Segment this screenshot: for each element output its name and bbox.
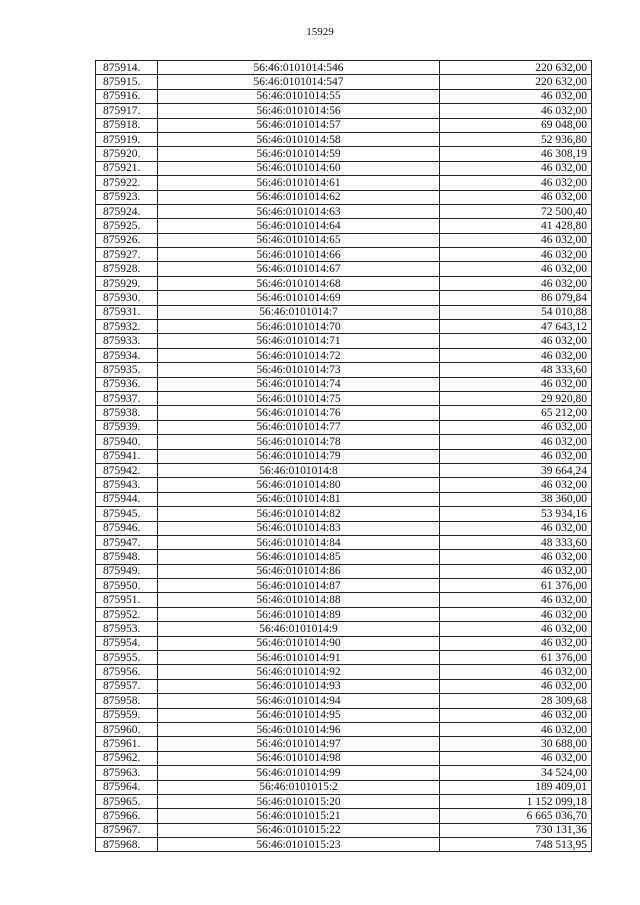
table-row [96, 708, 592, 722]
cadastral-number-cell: 56:46:0101014:8 [158, 463, 440, 477]
value-cell: 46 032,00 [440, 751, 592, 765]
value-cell: 46 032,00 [440, 377, 592, 391]
value-cell: 46 032,00 [440, 435, 592, 449]
cadastral-number-cell: 56:46:0101014:74 [158, 377, 440, 391]
row-number-cell: 875943. [96, 478, 158, 492]
table-row [96, 809, 592, 823]
value-cell: 46 032,00 [440, 276, 592, 290]
row-number-cell: 875947. [96, 535, 158, 549]
cadastral-number-cell: 56:46:0101014:63 [158, 204, 440, 218]
row-number-cell: 875932. [96, 320, 158, 334]
table-row [96, 219, 592, 233]
row-number-cell: 875935. [96, 363, 158, 377]
table-row [96, 406, 592, 420]
table-row [96, 737, 592, 751]
value-cell: 46 032,00 [440, 334, 592, 348]
table-row [96, 550, 592, 564]
cadastral-number-cell: 56:46:0101015:20 [158, 794, 440, 808]
table-row [96, 794, 592, 808]
table-row [96, 89, 592, 103]
cadastral-number-cell: 56:46:0101014:73 [158, 363, 440, 377]
cadastral-number-cell: 56:46:0101014:60 [158, 161, 440, 175]
table-row [96, 607, 592, 621]
cadastral-number-cell: 56:46:0101014:81 [158, 492, 440, 506]
value-cell: 46 032,00 [440, 248, 592, 262]
cadastral-number-cell: 56:46:0101014:56 [158, 104, 440, 118]
value-cell: 46 032,00 [440, 348, 592, 362]
table-row [96, 233, 592, 247]
cadastral-number-cell: 56:46:0101014:9 [158, 622, 440, 636]
value-cell: 38 360,00 [440, 492, 592, 506]
value-cell: 34 524,00 [440, 766, 592, 780]
row-number-cell: 875930. [96, 291, 158, 305]
cadastral-number-cell: 56:46:0101014:59 [158, 147, 440, 161]
value-cell: 46 032,00 [440, 550, 592, 564]
cadastral-number-cell: 56:46:0101014:72 [158, 348, 440, 362]
value-cell: 47 643,12 [440, 320, 592, 334]
table-row [96, 665, 592, 679]
row-number-cell: 875946. [96, 521, 158, 535]
table-row [96, 75, 592, 89]
row-number-cell: 875927. [96, 248, 158, 262]
value-cell: 46 032,00 [440, 176, 592, 190]
value-cell: 46 032,00 [440, 89, 592, 103]
value-cell: 61 376,00 [440, 651, 592, 665]
value-cell: 46 032,00 [440, 161, 592, 175]
table-row [96, 636, 592, 650]
row-number-cell: 875919. [96, 132, 158, 146]
table-row [96, 593, 592, 607]
table-row [96, 780, 592, 794]
cadastral-number-cell: 56:46:0101014:94 [158, 694, 440, 708]
value-cell: 46 032,00 [440, 449, 592, 463]
value-cell: 72 500,40 [440, 204, 592, 218]
row-number-cell: 875914. [96, 61, 158, 75]
value-cell: 46 032,00 [440, 478, 592, 492]
cadastral-number-cell: 56:46:0101014:84 [158, 535, 440, 549]
page-number: 15929 [306, 26, 334, 38]
row-number-cell: 875931. [96, 305, 158, 319]
table-row [96, 320, 592, 334]
table-row [96, 363, 592, 377]
cadastral-number-cell: 56:46:0101014:64 [158, 219, 440, 233]
row-number-cell: 875923. [96, 190, 158, 204]
value-cell: 61 376,00 [440, 579, 592, 593]
value-cell: 46 032,00 [440, 233, 592, 247]
row-number-cell: 875960. [96, 722, 158, 736]
row-number-cell: 875924. [96, 204, 158, 218]
value-cell: 46 032,00 [440, 622, 592, 636]
table-row [96, 132, 592, 146]
value-cell: 29 920,80 [440, 391, 592, 405]
row-number-cell: 875956. [96, 665, 158, 679]
table-row [96, 838, 592, 852]
row-number-cell: 875948. [96, 550, 158, 564]
cadastral-number-cell: 56:46:0101014:68 [158, 276, 440, 290]
value-cell: 46 032,00 [440, 521, 592, 535]
cadastral-number-cell: 56:46:0101014:76 [158, 406, 440, 420]
table-row [96, 564, 592, 578]
row-number-cell: 875965. [96, 794, 158, 808]
table-row [96, 751, 592, 765]
row-number-cell: 875933. [96, 334, 158, 348]
table-row [96, 334, 592, 348]
cadastral-number-cell: 56:46:0101014:55 [158, 89, 440, 103]
cadastral-number-cell: 56:46:0101014:70 [158, 320, 440, 334]
value-cell: 52 936,80 [440, 132, 592, 146]
row-number-cell: 875917. [96, 104, 158, 118]
table-row [96, 305, 592, 319]
cadastral-number-cell: 56:46:0101014:99 [158, 766, 440, 780]
value-cell: 86 079,84 [440, 291, 592, 305]
value-cell: 46 032,00 [440, 665, 592, 679]
cadastral-number-cell: 56:46:0101014:62 [158, 190, 440, 204]
cadastral-number-cell: 56:46:0101014:96 [158, 722, 440, 736]
table-row [96, 579, 592, 593]
cadastral-number-cell: 56:46:0101014:546 [158, 61, 440, 75]
table-row [96, 492, 592, 506]
value-cell: 28 309,68 [440, 694, 592, 708]
row-number-cell: 875922. [96, 176, 158, 190]
row-number-cell: 875921. [96, 161, 158, 175]
row-number-cell: 875926. [96, 233, 158, 247]
cadastral-number-cell: 56:46:0101014:67 [158, 262, 440, 276]
cadastral-number-cell: 56:46:0101014:66 [158, 248, 440, 262]
cadastral-number-cell: 56:46:0101014:79 [158, 449, 440, 463]
row-number-cell: 875958. [96, 694, 158, 708]
table-row [96, 161, 592, 175]
value-cell: 46 032,00 [440, 190, 592, 204]
row-number-cell: 875939. [96, 420, 158, 434]
value-cell: 730 131,36 [440, 823, 592, 837]
value-cell: 46 032,00 [440, 564, 592, 578]
table-row [96, 190, 592, 204]
value-cell: 189 409,01 [440, 780, 592, 794]
cadastral-number-cell: 56:46:0101014:86 [158, 564, 440, 578]
row-number-cell: 875959. [96, 708, 158, 722]
table-row [96, 377, 592, 391]
table-row [96, 521, 592, 535]
row-number-cell: 875949. [96, 564, 158, 578]
table-row [96, 766, 592, 780]
table-row [96, 435, 592, 449]
row-number-cell: 875961. [96, 737, 158, 751]
table-row [96, 248, 592, 262]
value-cell: 46 308,19 [440, 147, 592, 161]
cadastral-number-cell: 56:46:0101014:91 [158, 651, 440, 665]
cadastral-number-cell: 56:46:0101014:78 [158, 435, 440, 449]
table-row [96, 276, 592, 290]
row-number-cell: 875952. [96, 607, 158, 621]
cadastral-number-cell: 56:46:0101015:23 [158, 838, 440, 852]
table-row [96, 463, 592, 477]
value-cell: 46 032,00 [440, 104, 592, 118]
cadastral-number-cell: 56:46:0101014:95 [158, 708, 440, 722]
table-row [96, 823, 592, 837]
cadastral-number-cell: 56:46:0101014:57 [158, 118, 440, 132]
row-number-cell: 875957. [96, 679, 158, 693]
cadastral-number-cell: 56:46:0101014:83 [158, 521, 440, 535]
row-number-cell: 875936. [96, 377, 158, 391]
row-number-cell: 875964. [96, 780, 158, 794]
value-cell: 41 428,80 [440, 219, 592, 233]
row-number-cell: 875966. [96, 809, 158, 823]
value-cell: 6 665 036,70 [440, 809, 592, 823]
table-row [96, 147, 592, 161]
cadastral-number-cell: 56:46:0101014:92 [158, 665, 440, 679]
cadastral-number-cell: 56:46:0101014:89 [158, 607, 440, 621]
row-number-cell: 875918. [96, 118, 158, 132]
row-number-cell: 875951. [96, 593, 158, 607]
cadastral-number-cell: 56:46:0101014:69 [158, 291, 440, 305]
table-row [96, 348, 592, 362]
table-row [96, 61, 592, 75]
cadastral-number-cell: 56:46:0101014:75 [158, 391, 440, 405]
row-number-cell: 875937. [96, 391, 158, 405]
value-cell: 46 032,00 [440, 262, 592, 276]
cadastral-number-cell: 56:46:0101014:87 [158, 579, 440, 593]
value-cell: 69 048,00 [440, 118, 592, 132]
value-cell: 39 664,24 [440, 463, 592, 477]
row-number-cell: 875915. [96, 75, 158, 89]
row-number-cell: 875944. [96, 492, 158, 506]
value-cell: 46 032,00 [440, 708, 592, 722]
table-row [96, 622, 592, 636]
table-row [96, 507, 592, 521]
row-number-cell: 875934. [96, 348, 158, 362]
row-number-cell: 875955. [96, 651, 158, 665]
value-cell: 46 032,00 [440, 593, 592, 607]
cadastral-number-cell: 56:46:0101015:21 [158, 809, 440, 823]
cadastral-number-cell: 56:46:0101014:7 [158, 305, 440, 319]
row-number-cell: 875968. [96, 838, 158, 852]
cadastral-number-cell: 56:46:0101015:2 [158, 780, 440, 794]
cadastral-number-cell: 56:46:0101014:58 [158, 132, 440, 146]
table-body [96, 61, 592, 852]
table-row [96, 204, 592, 218]
table-row [96, 679, 592, 693]
cadastral-number-cell: 56:46:0101014:65 [158, 233, 440, 247]
row-number-cell: 875925. [96, 219, 158, 233]
row-number-cell: 875940. [96, 435, 158, 449]
cadastral-number-cell: 56:46:0101014:82 [158, 507, 440, 521]
row-number-cell: 875945. [96, 507, 158, 521]
cadastral-number-cell: 56:46:0101014:93 [158, 679, 440, 693]
cadastral-number-cell: 56:46:0101015:22 [158, 823, 440, 837]
row-number-cell: 875963. [96, 766, 158, 780]
value-cell: 46 032,00 [440, 679, 592, 693]
value-cell: 48 333,60 [440, 363, 592, 377]
cadastral-number-cell: 56:46:0101014:77 [158, 420, 440, 434]
value-cell: 65 212,00 [440, 406, 592, 420]
cadastral-number-cell: 56:46:0101014:85 [158, 550, 440, 564]
table-row [96, 722, 592, 736]
row-number-cell: 875967. [96, 823, 158, 837]
value-cell: 54 010,88 [440, 305, 592, 319]
value-cell: 748 513,95 [440, 838, 592, 852]
row-number-cell: 875942. [96, 463, 158, 477]
cadastral-number-cell: 56:46:0101014:98 [158, 751, 440, 765]
table-row [96, 391, 592, 405]
table-row [96, 291, 592, 305]
row-number-cell: 875916. [96, 89, 158, 103]
table-row [96, 535, 592, 549]
row-number-cell: 875941. [96, 449, 158, 463]
cadastral-number-cell: 56:46:0101014:90 [158, 636, 440, 650]
table-row [96, 104, 592, 118]
value-cell: 46 032,00 [440, 636, 592, 650]
row-number-cell: 875954. [96, 636, 158, 650]
value-cell: 46 032,00 [440, 607, 592, 621]
value-cell: 220 632,00 [440, 75, 592, 89]
row-number-cell: 875929. [96, 276, 158, 290]
cadastral-number-cell: 56:46:0101014:80 [158, 478, 440, 492]
row-number-cell: 875920. [96, 147, 158, 161]
table-row [96, 176, 592, 190]
value-cell: 53 934,16 [440, 507, 592, 521]
cadastral-number-cell: 56:46:0101014:88 [158, 593, 440, 607]
value-cell: 1 152 099,18 [440, 794, 592, 808]
row-number-cell: 875950. [96, 579, 158, 593]
table-row [96, 449, 592, 463]
table-row [96, 118, 592, 132]
cadastral-number-cell: 56:46:0101014:547 [158, 75, 440, 89]
value-cell: 48 333,60 [440, 535, 592, 549]
table-row [96, 420, 592, 434]
cadastral-number-cell: 56:46:0101014:97 [158, 737, 440, 751]
row-number-cell: 875962. [96, 751, 158, 765]
table-row [96, 262, 592, 276]
value-cell: 30 688,00 [440, 737, 592, 751]
value-cell: 220 632,00 [440, 61, 592, 75]
value-cell: 46 032,00 [440, 420, 592, 434]
row-number-cell: 875953. [96, 622, 158, 636]
row-number-cell: 875928. [96, 262, 158, 276]
cadastral-number-cell: 56:46:0101014:71 [158, 334, 440, 348]
table-row [96, 651, 592, 665]
table-row [96, 478, 592, 492]
row-number-cell: 875938. [96, 406, 158, 420]
value-cell: 46 032,00 [440, 722, 592, 736]
cadastral-value-table [95, 60, 592, 852]
table-row [96, 694, 592, 708]
cadastral-number-cell: 56:46:0101014:61 [158, 176, 440, 190]
